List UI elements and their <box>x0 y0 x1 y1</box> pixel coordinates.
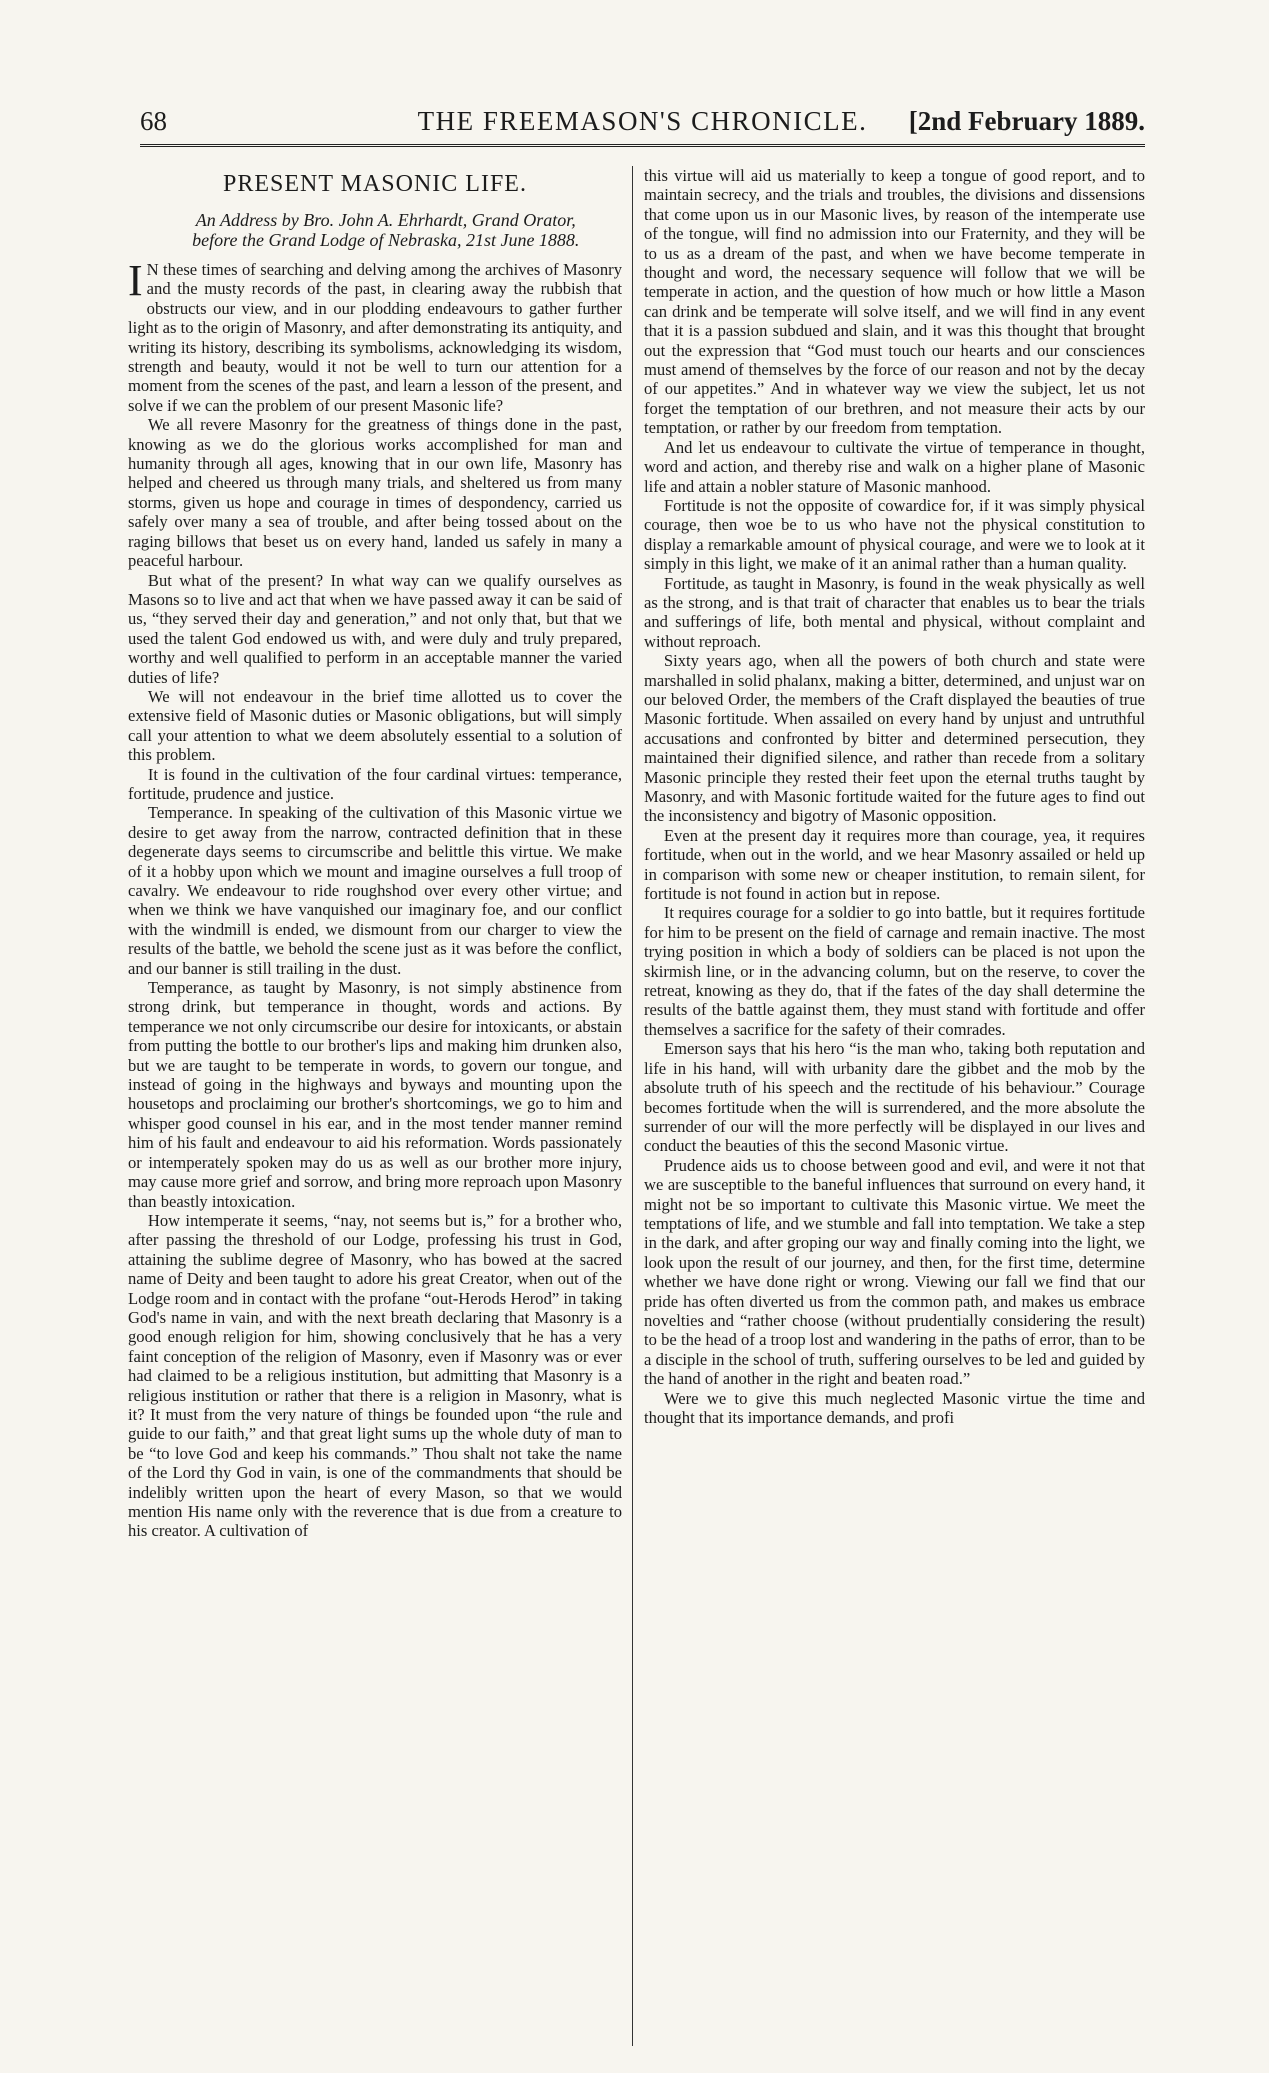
paragraph-r4: Fortitude, as taught in Masonry, is found in the weak physically as well as the strong, and is that trait of character that enables us to bear the trials and sufferings of life, both mental and physical, without complaint and without reproach. <box>644 573 1145 651</box>
byline <box>128 210 622 250</box>
paragraph-8: How intemperate it seems, “nay, not seems but is,” for a brother who, after passing the threshold of our Lodge, professing his trust in God, attaining the sublime degree of Masonry, who has bowed at the sacred name of Deity and been taught to adore his great Creator, when out of the Lodge room and in contact with the profane “out-Herods Herod” in taking God's name in vain, and with the next breath declaring that Masonry is a good enough religion for him, showing conclusively that he has a very faint conception of the religion of Masonry, even if Masonry was or ever had claimed to be a religious institution, but admitting that Masonry is a religious institution or rather that there is a religion in Masonry, what is it? It must from the very nature of things be founded upon “the rule and guide to our faith,” and that great light sums up the whole duty of man to be “to love God and keep his commands.” Thou shalt not take the name of the Lord thy God in vain, is one of the commandments that should be indelibly written upon the heart of every Mason, so that we would mention His name only with the reverence that is due from a creature to his creator. A cultivation of <box>128 1210 622 1541</box>
paragraph-r8: Emerson says that his hero “is the man who, taking both reputation and life in his hand, will with urbanity dare the gibbet and the mob by the absolute truth of his speech and the rectitude of his behaviour.” Courage becomes fortitude when the will is surrendered, and the more absolute the surrender of our will the more perfectly will be displayed in our lives and conduct the beauties of this the second Masonic virtue. <box>644 1039 1145 1156</box>
byline-line-2: before the Grand Lodge of Nebraska, 21st June 1888. <box>192 230 580 250</box>
paragraph-1-text: N these times of searching and delving among the archives of Masonry and the musty records of the past, in clearing away the rubbish that obstructs our view, and in our plodding endeavours to gather further light as to the origin of Masonry, and after demonstrating its antiquity, and writing its history, describing its symbolisms, acknowledging its wisdom, strength and beauty, would it not be well to turn our attention for a moment from the scenes of the past, and learn a lesson of the present, and solve if we can the problem of our present Masonic life? <box>128 260 622 415</box>
paragraph-6: Temperance. In speaking of the cultivation of this Masonic virtue we desire to get away from the narrow, contracted definition that in these degenerate days seems to circumscribe and belittle this virtue. We make of it a hobby upon which we mount and imagine ourselves a full troop of cavalry. We endeavour to ride roughshod over every other virtue; and when we think we have vanquished our imaginary foe, and our conflict with the windmill is ended, we dismount from our charger to view the results of the battle, we behold the scene just as it was before the conflict, and our banner is still trailing in the dust. <box>128 803 622 978</box>
masthead <box>140 100 1145 147</box>
paragraph-3: But what of the present? In what way can we qualify ourselves as Masons so to live and act that when we have passed away it can be said of us, “they served their day and generation,” and not only that, but that we used the talent God endowed us with, and were duly and truly prepared, worthy and well qualified to perform in an acceptable manner the varied duties of life? <box>128 570 622 687</box>
publication-title: THE FREEMASON'S CHRONICLE. <box>417 106 868 136</box>
drop-cap: I <box>128 256 143 305</box>
byline-line-1: An Address by Bro. John A. Ehrhardt, Grand Orator, <box>195 210 576 230</box>
paragraph-r9: Prudence aids us to choose between good and evil, and were it not that we are susceptible to the baneful influences that surround on every hand, it might not be so important to cultivate this Masonic virtue. We meet the temptations of life, and we stumble and fall into temptation. We take a step in the dark, and after groping our way and finally coming into the light, we look upon the result of our journey, and then, for the first time, determine whether we have done right or wrong. Viewing our fall we find that our pride has often diverted us from the common path, and makes us embrace novelties and “rather choose (without prudentially considering the result) to be the head of a troop lost and wandering in the paths of error, than to be a disciple in the school of truth, suffering ourselves to be led and guided by the hand of another in the right and beaten road.” <box>644 1155 1145 1389</box>
page-number: 68 <box>140 106 167 136</box>
paragraph-r1: this virtue will aid us materially to keep a tongue of good report, and to maintain secrecy, and the trials and troubles, the divisions and dissensions that come upon us in our Masonic lives, by reason of the intemperate use of the tongue, will find no admission into our Fraternity, and they will be to us as a dream of the past, and when we have become temperate in thought and word, the necessary sequence will follow that we will be temperate in action, and the question of how much or how little a Mason can drink and be temperate will solve itself, and we will find in any event that it is a passion subdued and slain, and it was this thought that brought out the expression that “God must touch our hearts and our consciences must amend of themselves by the force of our reason and not by the decay of our appetites.” And in whatever way we view the subject, let us not forget the temptation of our brethren, and not measure their acts by our temptation, or rather by our freedom from temptation. <box>644 166 1145 438</box>
paragraph-r2: And let us endeavour to cultivate the virtue of temperance in thought, word and action, and thereby rise and walk on a higher plane of Masonic life and attain a nobler stature of Masonic manhood. <box>644 437 1145 496</box>
paragraph-2: We all revere Masonry for the greatness of things done in the past, knowing as we do the glorious works accomplished for man and humanity through all ages, knowing that in our own life, Masonry has helped and cheered us through many trials, and sheltered us from many storms, given us hope and courage in times of despondency, carried us safely over many a sea of trouble, and after being tossed about on the raging billows that beset us on every hand, landed us safely in many a peaceful harbour. <box>128 415 622 571</box>
paragraph-5: It is found in the cultivation of the four cardinal virtues: temperance, fortitude, prudence and justice. <box>128 764 622 803</box>
article-title: PRESENT MASONIC LIFE. <box>223 171 527 197</box>
paragraph-r3: Fortitude is not the opposite of cowardice for, if it was simply physical courage, then woe be to us who have not the physical constitution to display a remarkable amount of physical courage, and were we to look at it simply in this light, we make of it an animal rather than a human quality. <box>644 495 1145 574</box>
paragraph-r10: Were we to give this much neglected Masonic virtue the time and thought that its importance demands, and profi <box>644 1388 1145 1427</box>
column-right <box>636 166 1145 2046</box>
paragraph-7: Temperance, as taught by Masonry, is not simply abstinence from strong drink, but temperance in thought, words and actions. By temperance we not only circumscribe our desire for intoxicants, or abstain from putting the bottle to our brother's lips and making him drunken also, but we are taught to be temperate in words, to govern our tongue, and instead of going in the highways and byways and mounting upon the housetops and proclaiming our brother's shortcomings, we go to him and whisper good counsel in his ear, and in the most tender manner remind him of his fault and endeavour to aid his reformation. Words passionately or intemperately spoken may do us as well as our brother more injury, may cause more grief and sorrow, and bring more reproach upon Masonry than beastly intoxication. <box>128 978 622 1211</box>
paragraph-1 <box>128 256 622 415</box>
paragraph-r5: Sixty years ago, when all the powers of both church and state were marshalled in solid phalanx, making a bitter, determined, and unjust war on our beloved Order, the members of the Craft displayed the beauties of true Masonic fortitude. When assailed on every hand by unjust and untruthful accusations and confronted by bitter and determined persecution, they maintained their dignified silence, and rather than recede from a solitary Masonic principle they rested their feet upon the eternal truths taught by Masonry, and with Masonic fortitude waited for the future ages to find out the inconsistency and bigotry of Masonic opposition. <box>644 651 1145 826</box>
paragraph-4: We will not endeavour in the brief time allotted us to cover the extensive field of Masonic duties or Masonic obligations, but will simply call your attention to what we deem absolutely essential to a solution of this problem. <box>128 686 622 765</box>
issue-date: [2nd February 1889. <box>908 106 1145 136</box>
paragraph-r6: Even at the present day it requires more than courage, yea, it requires fortitude, when out in the world, and we hear Masonry assailed or held up in comparison with some new or cheaper institution, to remain silent, for fortitude is not found in action but in repose. <box>644 825 1145 904</box>
paragraph-r7: It requires courage for a soldier to go into battle, but it requires fortitude for him to be present on the field of carnage and remain inactive. The most trying position in which a body of soldiers can be placed is not upon the skirmish line, or in the advancing column, but on the reserve, to cover the retreat, knowing as they do, that if the fates of the day shall determine the results of the battle against them, they must stand with fortitude and offer themselves a sacrifice for the safety of their comrades. <box>644 903 1145 1039</box>
column-left <box>128 166 628 2046</box>
column-divider <box>632 166 633 2046</box>
